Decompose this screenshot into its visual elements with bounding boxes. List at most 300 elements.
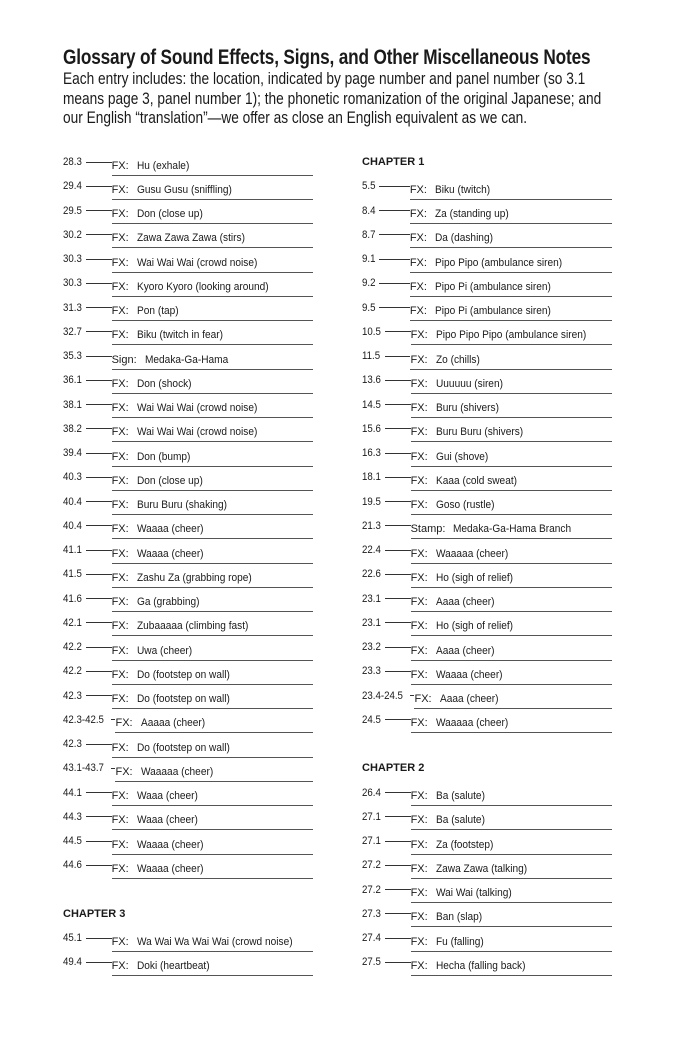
glossary-entry — [362, 320, 612, 344]
glossary-entry — [63, 271, 313, 295]
entry-location: 23.3 — [362, 665, 381, 678]
leader-line — [385, 913, 410, 914]
entry-location: 27.3 — [362, 907, 381, 920]
entry-location: 9.5 — [362, 301, 376, 314]
entry-text: Pipo Pi (ambulance siren) — [434, 280, 551, 293]
glossary-entry — [63, 950, 313, 974]
entry-text: Waaaa (cheer) — [435, 668, 503, 681]
glossary-entry — [63, 514, 313, 538]
entry-location: 10.5 — [362, 325, 381, 338]
entry-type-label: FX: — [410, 596, 428, 609]
entry-body — [112, 472, 313, 491]
leader-line — [86, 234, 111, 235]
entry-location: 23.1 — [362, 592, 381, 605]
entry-type-label: FX: — [111, 693, 129, 706]
leader-line — [86, 477, 111, 478]
entry-text: Waaaa (cheer) — [136, 862, 204, 875]
entry-type-label: FX: — [115, 765, 133, 778]
entry-location: 38.2 — [63, 422, 82, 435]
leader-line — [385, 938, 410, 939]
glossary-column-right — [362, 150, 612, 975]
entry-location: 22.4 — [362, 544, 381, 557]
leader-line — [385, 622, 410, 623]
glossary-entry — [362, 587, 612, 611]
entry-location: 42.3 — [63, 689, 82, 702]
entry-type-label: FX: — [111, 935, 129, 948]
entry-body — [112, 399, 313, 418]
entry-body — [112, 666, 313, 685]
leader-line — [385, 962, 410, 963]
entry-text: Pipo Pipo (ambulance siren) — [434, 256, 563, 269]
entry-text: Ho (sigh of relief) — [435, 620, 513, 633]
entry-text: Aaaa (cheer) — [435, 644, 495, 657]
leader-line — [379, 210, 410, 211]
entry-text: Ban (slap) — [435, 911, 482, 924]
leader-line — [385, 331, 410, 332]
entry-body — [112, 860, 313, 879]
entry-body — [411, 860, 612, 879]
leader-line — [86, 259, 111, 260]
entry-text: Ga (grabbing) — [136, 596, 200, 609]
entry-text: Wai Wai (talking) — [435, 887, 512, 900]
entry-type-label: FX: — [111, 208, 129, 221]
leader-line — [86, 186, 111, 187]
entry-body — [411, 787, 612, 806]
entry-text: Aaaaa (cheer) — [140, 717, 205, 730]
entry-text: Do (footstep on wall) — [136, 741, 230, 754]
entry-text: Ba (salute) — [435, 814, 485, 827]
entry-location: 30.2 — [63, 228, 82, 241]
entry-location: 21.3 — [362, 519, 381, 532]
entry-body — [112, 157, 313, 176]
glossary-column-left — [63, 150, 313, 975]
entry-body — [112, 933, 313, 952]
entry-body — [414, 690, 612, 709]
glossary-entry — [63, 538, 313, 562]
leader-line — [86, 525, 111, 526]
entry-text: Pon (tap) — [136, 305, 179, 318]
entry-location: 42.2 — [63, 641, 82, 654]
glossary-entry — [63, 368, 313, 392]
entry-type-label: FX: — [111, 790, 129, 803]
entry-body — [411, 545, 612, 564]
blank-row — [63, 878, 313, 902]
leader-line — [385, 380, 410, 381]
entry-location: 29.5 — [63, 204, 82, 217]
entry-type-label: FX: — [410, 644, 428, 657]
entry-text: Kaaa (cold sweat) — [435, 474, 517, 487]
glossary-entry — [362, 829, 612, 853]
entry-location: 22.6 — [362, 568, 381, 581]
leader-line — [385, 841, 410, 842]
glossary-entry — [362, 611, 612, 635]
entry-type-label: FX: — [410, 717, 428, 730]
leader-line — [86, 550, 111, 551]
entry-body — [411, 569, 612, 588]
glossary-entry — [63, 659, 313, 683]
leader-line — [379, 234, 410, 235]
glossary-entry — [362, 659, 612, 683]
entry-location: 13.6 — [362, 374, 381, 387]
entry-body — [411, 496, 612, 515]
entry-type-label: FX: — [111, 159, 129, 172]
glossary-entry — [362, 441, 612, 465]
glossary-entry — [63, 223, 313, 247]
glossary-entry — [362, 878, 612, 902]
entry-location: 9.2 — [362, 277, 376, 290]
leader-line — [385, 647, 410, 648]
leader-line — [385, 574, 410, 575]
glossary-entry — [63, 781, 313, 805]
entry-body — [115, 763, 313, 782]
entry-location: 42.2 — [63, 665, 82, 678]
entry-type-label: FX: — [111, 741, 129, 754]
glossary-entry — [362, 490, 612, 514]
entry-body — [112, 957, 313, 976]
glossary-entry — [362, 902, 612, 926]
leader-line — [385, 550, 410, 551]
entry-type-label: FX: — [111, 523, 129, 536]
glossary-entry — [362, 417, 612, 441]
entry-body — [112, 496, 313, 515]
leader-line — [385, 792, 410, 793]
entry-location: 44.1 — [63, 786, 82, 799]
leader-line — [385, 816, 410, 817]
entry-text: Do (footstep on wall) — [136, 668, 230, 681]
entry-location: 30.3 — [63, 277, 82, 290]
intro-paragraph: Each entry includes: the location, indicated by page number and panel number (so 3.1 means page 3, panel number 1); the phonetic romanization of the original Japanese; and our English “translation”—we offer as close an English equivalent as we can. — [63, 70, 602, 127]
glossary-entry — [63, 805, 313, 829]
entry-body — [112, 787, 313, 806]
entry-text: Aaaa (cheer) — [439, 693, 499, 706]
entry-text: Medaka-Ga-Hama — [144, 353, 228, 366]
entry-text: Zashu Za (grabbing rope) — [136, 571, 252, 584]
leader-line — [86, 841, 111, 842]
entry-body — [411, 326, 612, 345]
entry-text: Aaaa (cheer) — [435, 596, 495, 609]
leader-line — [86, 501, 111, 502]
leader-line — [385, 598, 410, 599]
entry-location: 40.4 — [63, 495, 82, 508]
entry-location: 32.7 — [63, 325, 82, 338]
entry-type-label: FX: — [409, 183, 427, 196]
entry-body — [410, 229, 612, 248]
entry-type-label: FX: — [111, 183, 129, 196]
glossary-entry — [63, 247, 313, 271]
entry-type-label: FX: — [111, 547, 129, 560]
glossary-entry — [362, 465, 612, 489]
leader-line — [385, 865, 410, 866]
entry-location: 19.5 — [362, 495, 381, 508]
entry-type-label: FX: — [111, 426, 129, 439]
entry-text: Buru Buru (shivers) — [435, 426, 523, 439]
entry-body — [411, 472, 612, 491]
entry-location: 27.2 — [362, 883, 381, 896]
entry-body — [112, 181, 313, 200]
entry-body — [411, 520, 612, 539]
leader-line — [86, 816, 111, 817]
leader-line — [379, 259, 410, 260]
entry-body — [112, 545, 313, 564]
leader-line — [86, 865, 111, 866]
glossary-entry — [63, 150, 313, 174]
entry-type-label: FX: — [410, 911, 428, 924]
entry-type-label: FX: — [409, 256, 427, 269]
entry-location: 29.4 — [63, 180, 82, 193]
entry-body — [112, 326, 313, 345]
entry-body — [411, 811, 612, 830]
entry-body — [411, 593, 612, 612]
entry-body — [112, 690, 313, 709]
entry-type-label: FX: — [409, 208, 427, 221]
entry-type-label: FX: — [111, 329, 129, 342]
entry-type-label: FX: — [111, 620, 129, 633]
glossary-entry — [63, 829, 313, 853]
chapter-heading-text: CHAPTER 1 — [362, 156, 425, 169]
entry-type-label: FX: — [410, 329, 428, 342]
glossary-entry — [362, 781, 612, 805]
entry-type-label: FX: — [410, 814, 428, 827]
entry-type-label: FX: — [410, 838, 428, 851]
glossary-entry — [362, 926, 612, 950]
entry-type-label: FX: — [410, 887, 428, 900]
entry-text: Goso (rustle) — [435, 499, 495, 512]
entry-text: Gusu Gusu (sniffling) — [136, 183, 232, 196]
entry-text: Waaa (cheer) — [136, 814, 198, 827]
glossary-entry — [63, 587, 313, 611]
chapter-heading-text: CHAPTER 3 — [63, 907, 126, 920]
entry-body — [411, 884, 612, 903]
leader-line — [86, 283, 111, 284]
entry-body — [410, 254, 612, 273]
glossary-entry — [362, 635, 612, 659]
entry-text: Waaaa (cheer) — [136, 838, 204, 851]
blank-row — [362, 732, 612, 756]
entry-text: Ho (sigh of relief) — [435, 571, 513, 584]
entry-location: 40.4 — [63, 519, 82, 532]
entry-type-label: FX: — [111, 838, 129, 851]
leader-line — [86, 331, 111, 332]
leader-line — [385, 356, 411, 357]
glossary-entry — [63, 562, 313, 586]
entry-text: Zawa Zawa Zawa (stirs) — [136, 232, 245, 245]
entry-type-label: FX: — [111, 377, 129, 390]
glossary-entry — [362, 223, 612, 247]
leader-line — [86, 671, 111, 672]
leader-line — [379, 307, 410, 308]
entry-text: Zawa Zawa (talking) — [435, 862, 527, 875]
chapter-heading — [362, 756, 612, 780]
entry-text: Don (close up) — [136, 474, 203, 487]
entry-text: Doki (heartbeat) — [136, 959, 210, 972]
entry-location: 27.5 — [362, 956, 381, 969]
entry-type-label: FX: — [409, 280, 427, 293]
entry-body — [112, 375, 313, 394]
leader-line — [385, 719, 410, 720]
entry-location: 26.4 — [362, 786, 381, 799]
entry-text: Uuuuuu (siren) — [435, 377, 503, 390]
entry-body — [411, 666, 612, 685]
entry-location: 42.3 — [63, 738, 82, 751]
entry-body — [411, 933, 612, 952]
glossary-entry — [63, 441, 313, 465]
entry-text: Wai Wai Wai (crowd noise) — [136, 256, 258, 269]
entry-body — [112, 739, 313, 758]
entry-body — [112, 520, 313, 539]
entry-text: Don (bump) — [136, 450, 191, 463]
glossary-entry — [362, 562, 612, 586]
entry-type-label: FX: — [410, 474, 428, 487]
entry-text: Do (footstep on wall) — [136, 693, 230, 706]
glossary-entry — [362, 344, 612, 368]
entry-body — [112, 278, 313, 297]
entry-text: Medaka-Ga-Hama Branch — [453, 523, 572, 536]
entry-text: Buru Buru (shaking) — [136, 499, 227, 512]
glossary-entry — [63, 296, 313, 320]
entry-body — [410, 351, 612, 370]
entry-location: 27.1 — [362, 835, 381, 848]
entry-type-label: FX: — [111, 668, 129, 681]
glossary-entry — [63, 684, 313, 708]
entry-type-label: FX: — [414, 693, 432, 706]
glossary-entry — [63, 174, 313, 198]
entry-body — [112, 642, 313, 661]
entry-location: 49.4 — [63, 956, 82, 969]
entry-type-label: FX: — [410, 862, 428, 875]
glossary-entry — [63, 199, 313, 223]
entry-body — [112, 617, 313, 636]
entry-body — [112, 423, 313, 442]
entry-text: Hecha (falling back) — [435, 959, 526, 972]
glossary-entry — [63, 853, 313, 877]
leader-line — [385, 501, 410, 502]
entry-location: 11.5 — [362, 350, 381, 363]
entry-type-label: FX: — [115, 717, 133, 730]
glossary-entry — [362, 393, 612, 417]
leader-line — [86, 622, 111, 623]
entry-text: Uwa (cheer) — [136, 644, 192, 657]
leader-line — [86, 574, 111, 575]
leader-line — [385, 671, 410, 672]
entry-location: 40.3 — [63, 471, 82, 484]
leader-line — [379, 283, 410, 284]
entry-type-label: FX: — [410, 790, 428, 803]
leader-line — [385, 477, 410, 478]
glossary-entry — [63, 320, 313, 344]
entry-location: 14.5 — [362, 398, 381, 411]
entry-location: 31.3 — [63, 301, 82, 314]
entry-text: Don (close up) — [136, 208, 203, 221]
glossary-entry — [63, 344, 313, 368]
entry-body — [411, 448, 612, 467]
leader-line — [385, 404, 410, 405]
entry-type-label: FX: — [111, 814, 129, 827]
leader-line — [86, 962, 111, 963]
chapter-heading-text: CHAPTER 2 — [362, 762, 425, 775]
page-title: Glossary of Sound Effects, Signs, and Other Miscellaneous Notes — [63, 46, 591, 69]
leader-line — [86, 695, 111, 696]
entry-type-label: FX: — [111, 280, 129, 293]
glossary-entry — [362, 684, 612, 708]
entry-body — [411, 836, 612, 855]
entry-location: 42.1 — [63, 616, 82, 629]
glossary-entry — [362, 805, 612, 829]
entry-text: Zo (chills) — [435, 353, 480, 366]
leader-line — [385, 889, 410, 890]
entry-type-label: FX: — [111, 450, 129, 463]
entry-text: Biku (twitch) — [434, 183, 491, 196]
entry-type-label: FX: — [111, 596, 129, 609]
entry-text: Kyoro Kyoro (looking around) — [136, 280, 269, 293]
entry-type-label: FX: — [410, 547, 428, 560]
entry-type-label: FX: — [111, 402, 129, 415]
entry-location: 24.5 — [362, 713, 381, 726]
glossary-entry — [63, 393, 313, 417]
entry-location: 44.6 — [63, 859, 82, 872]
entry-body — [411, 375, 612, 394]
entry-text: Hu (exhale) — [136, 159, 189, 172]
entry-type-label: FX: — [111, 499, 129, 512]
glossary-entry — [362, 538, 612, 562]
leader-line — [86, 404, 111, 405]
entry-location: 18.1 — [362, 471, 381, 484]
glossary-entry — [63, 635, 313, 659]
entry-type-label: FX: — [410, 668, 428, 681]
entry-text: Waaa (cheer) — [136, 790, 198, 803]
leader-line — [385, 428, 410, 429]
chapter-heading — [63, 902, 313, 926]
entry-location: 15.6 — [362, 422, 381, 435]
entry-type-label: FX: — [111, 305, 129, 318]
glossary-entry — [362, 296, 612, 320]
entry-text: Don (shock) — [136, 377, 192, 390]
entry-type-label: FX: — [111, 959, 129, 972]
leader-line — [86, 162, 111, 163]
entry-text: Waaaa (cheer) — [136, 523, 204, 536]
leader-line — [86, 453, 111, 454]
entry-type-label: FX: — [410, 353, 428, 366]
entry-location: 27.2 — [362, 859, 381, 872]
entry-type-label: FX: — [410, 450, 428, 463]
entry-type-label: FX: — [410, 620, 428, 633]
glossary-entry — [362, 174, 612, 198]
entry-body — [112, 811, 313, 830]
entry-text: Waaaaa (cheer) — [435, 547, 508, 560]
entry-text: Gui (shove) — [435, 450, 488, 463]
entry-location: 27.4 — [362, 932, 381, 945]
entry-body — [411, 423, 612, 442]
entry-location: 39.4 — [63, 447, 82, 460]
entry-text: Zubaaaaa (climbing fast) — [136, 620, 249, 633]
entry-location: 16.3 — [362, 447, 381, 460]
entry-type-label: Stamp: — [410, 523, 446, 536]
entry-text: Fu (falling) — [435, 935, 484, 948]
glossary-entry — [63, 926, 313, 950]
leader-line — [86, 792, 111, 793]
glossary-entry — [362, 199, 612, 223]
glossary-entry — [63, 756, 313, 780]
entry-location: 28.3 — [63, 156, 82, 169]
entry-body — [112, 205, 313, 224]
entry-type-label: FX: — [111, 862, 129, 875]
entry-location: 41.1 — [63, 544, 82, 557]
entry-type-label: FX: — [409, 305, 427, 318]
glossary-entry — [63, 490, 313, 514]
entry-text: Biku (twitch in fear) — [136, 329, 223, 342]
entry-type-label: FX: — [410, 377, 428, 390]
entry-location: 36.1 — [63, 374, 82, 387]
entry-body — [410, 278, 612, 297]
